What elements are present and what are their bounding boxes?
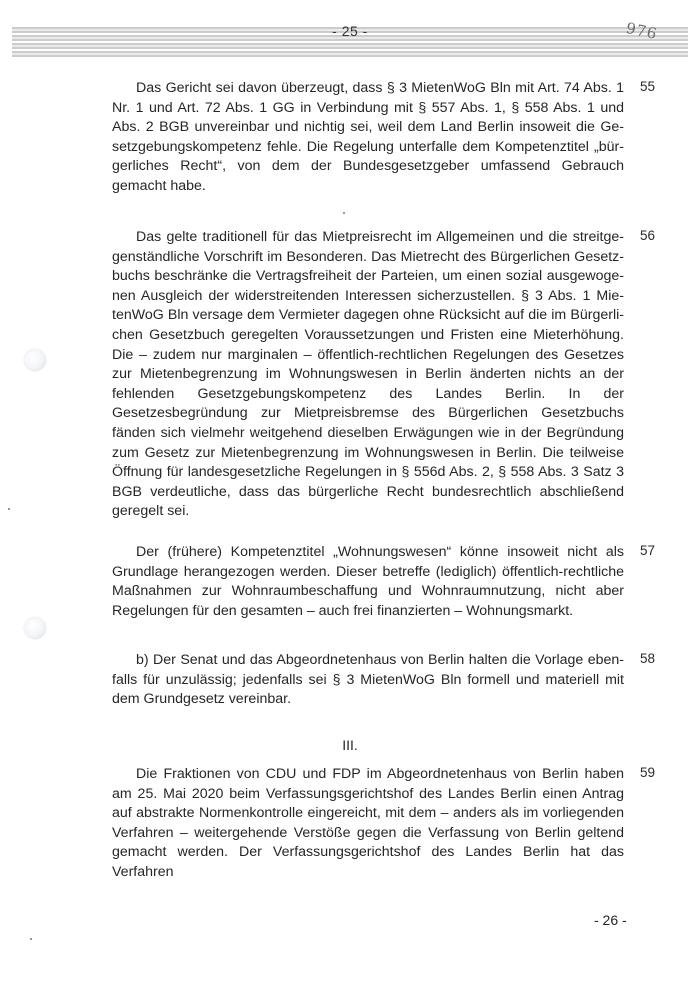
section-heading: III. — [342, 737, 358, 753]
margin-number: 57 — [640, 543, 656, 558]
scan-speck — [8, 508, 10, 510]
punch-hole-lower — [24, 617, 46, 639]
margin-number: 55 — [640, 79, 656, 94]
paragraph-text: Das Gericht sei davon überzeugt, dass § 3 MietenWoG Bln mit Art. 74 Abs. 1 Nr. 1 und Art. 72 Abs. 1 GG in Verbindung mit § 557 Abs. 1, § 558 Abs. 1 und Abs. 2 BGB unvereinbar und nichtig sei, weil dem Land Berlin insoweit die Gesetzgebungskompetenz fehle. Die Regelung unterfalle dem Kompetenztitel „bürgerliches Recht“, von dem der Bundesgesetzgeber umfassend Gebrauch gemacht habe. — [112, 80, 624, 194]
paragraph-58 — [112, 651, 624, 710]
paragraph-55 — [112, 79, 624, 197]
paragraph-text: Das gelte traditionell für das Mietpreisrecht im Allgemeinen und die streitgegenständliche Vorschrift im Besonderen. Das Mietrecht des Bürgerlichen Gesetzbuchs beschränke die Vertragsfreiheit der Parteien, um einen sozial ausgewogenen Ausgleich der widerstreitenden Interessen sicherzustellen. § 3 Abs. 1 MietenWoG Bln versage dem Vermieter dagegen ohne Rücksicht auf die im Bürgerlichen Gesetzbuch geregelten Voraussetzungen und Fristen eine Mieterhöhung. Die – zudem nur marginalen – öffentlich-rechtlichen Regelungen des Gesetzes zur Mietenbegrenzung im Wohnungswesen in Berlin änderten nichts an der fehlenden Gesetzgebungskompetenz des Landes Berlin. In der Gesetzesbegründung zur Mietpreisbremse des Bürgerlichen Gesetzbuchs fänden sich vielmehr weitgehend dieselben Erwägungen wie in der Begründung zum Gesetz zur Mietenbegrenzung im Wohnungswesen in Berlin. Die teilweise Öffnung für landesgesetzliche Regelungen in § 556d Abs. 2, § 558 Abs. 3 Satz 3 BGB verdeutliche, dass das bürgerliche Recht bundesrechtlich abschließend geregelt sei. — [112, 229, 624, 520]
paragraph-text: Der (frühere) Kompetenztitel „Wohnungswesen“ könne insoweit nicht als Grundlage herangezogen werden. Dieser betreffe (lediglich) öffentlich-rechtliche Maßnahmen zur Wohnraumbeschaffung und Wohnraumnutzung, nicht aber Regelungen für den gesamten – auch frei finanzierten – Wohnungsmarkt. — [112, 544, 624, 619]
footer-page-number: - 26 - — [594, 912, 627, 928]
margin-number: 58 — [640, 651, 656, 666]
margin-number: 59 — [640, 765, 656, 780]
margin-number: 56 — [640, 228, 656, 243]
paragraph-59 — [112, 765, 624, 883]
punch-hole-upper — [24, 349, 46, 371]
paragraph-text: b) Der Senat und das Abgeordnetenhaus von Berlin halten die Vorlage ebenfalls für unzulässig; jedenfalls sei § 3 MietenWoG Bln formell und materiell mit dem Grundgesetz vereinbar. — [112, 652, 624, 708]
paragraph-text: Die Fraktionen von CDU und FDP im Abgeordnetenhaus von Berlin haben am 25. Mai 2020 beim Verfassungsgerichtshof des Landes Berlin einen Antrag auf abstrakte Normenkontrolle eingereicht, mit dem – anders als im vorliegenden Verfahren – weitergehende Verstöße gegen die Verfassung von Berlin geltend gemacht werden. Der Verfassungsgerichtshof des Landes Berlin hat das Verfahren — [112, 766, 624, 880]
scan-speck — [30, 938, 32, 940]
paragraph-56 — [112, 228, 624, 522]
scan-speck — [343, 212, 345, 214]
header-page-number: - 25 - — [332, 23, 368, 39]
paragraph-57 — [112, 543, 624, 621]
archive-stamp: 976 — [624, 18, 660, 44]
